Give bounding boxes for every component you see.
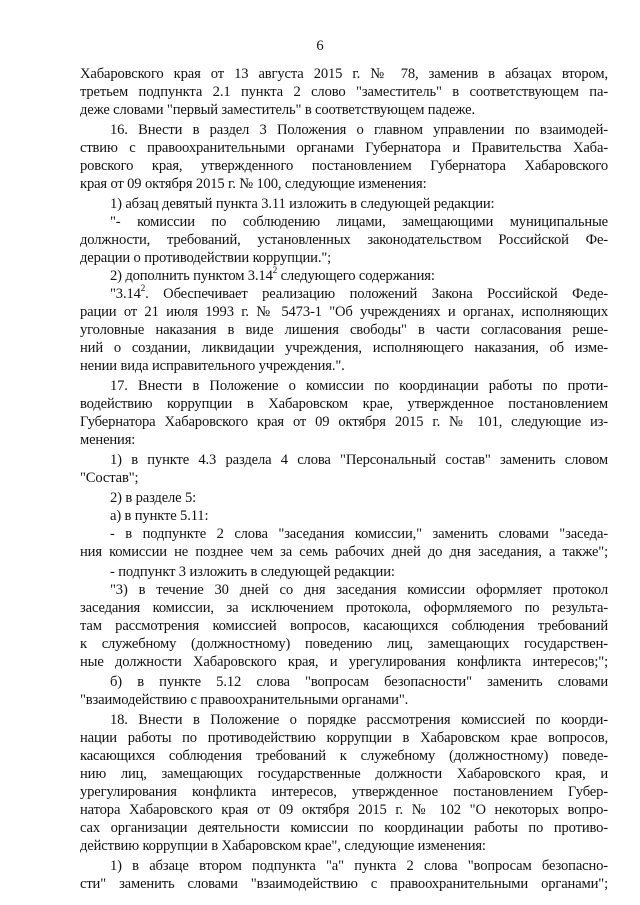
text-line: края от 09 октября 2015 г. № 100, следующие изменения: [80, 176, 427, 192]
text-line: ровского края, утвержденного постановлением Губернатора Хабаровского [80, 158, 608, 174]
text-fragment: . Обеспечивает реализацию положений Закона Российской Феде- [145, 286, 608, 302]
text-line: касающихся соблюдения требований к служебному (должностному) поведе- [80, 748, 608, 764]
text-line: "- комиссии по соблюдению лицами, замещающими муниципальные [110, 214, 608, 230]
text-fragment: следующего содержания: [277, 268, 435, 284]
text-line: "взаимодействию с правоохранительными органами". [80, 692, 409, 708]
text-line: 2) в разделе 5: [110, 490, 197, 506]
text-line: ния комиссии не позднее чем за семь рабочих дней до дня заседания, а также"; [80, 544, 608, 560]
text-line: "Состав"; [80, 470, 139, 486]
text-line: ные должности Хабаровского края, и урегулирования конфликта интересов;"; [80, 654, 608, 670]
text-line: сти" заменить словами "взаимодействию с правоохранительными органами"; [80, 876, 608, 892]
text-line: 1) абзац девятый пункта 3.11 изложить в следующей редакции: [110, 196, 495, 212]
text-line: дерации о противодействии коррупции."; [80, 250, 332, 266]
text-line: б) в пункте 5.12 слова "вопросам безопасности" заменить словами [110, 674, 608, 690]
text-line: - в подпункте 2 слова "заседания комиссии," заменить словами "заседа- [110, 526, 608, 542]
text-line: третьем подпункта 2.1 пункта 2 слово "заместитель" в соответствующем па- [80, 84, 608, 100]
text-line [110, 265, 435, 285]
text-line: нении вида исправительного учреждения.". [80, 358, 345, 374]
text-fragment: "3.14 [110, 286, 141, 302]
text-line: рации от 21 июля 1993 г. № 5473-1 "Об учреждениях и органах, исполняющих [80, 304, 608, 320]
text-line: заседания комиссии, за исключением протокола, оформляемого по результа- [80, 600, 608, 616]
text-line: должности, требований, установленных законодательством Российской Фе- [80, 232, 608, 248]
text-line: сах организации деятельности комиссии по координации работы по противо- [80, 820, 608, 836]
text-line: нации работы по противодействию коррупции в Хабаровском крае вопросов, [80, 730, 608, 746]
text-line: уголовные наказания в виде лишения свободы" в части согласования реше- [80, 322, 608, 338]
text-line: "3) в течение 30 дней со дня заседания комиссии оформляет протокол [110, 582, 608, 598]
superscript: 2 [140, 283, 146, 294]
paragraph-16-line: 16. Внести в раздел 3 Положения о главном управлении по взаимодей- [110, 122, 608, 138]
text-line: там рассмотрения комиссией вопросов, касающихся соблюдения требований [80, 618, 608, 634]
text-line: 1) в абзаце втором подпункта "а" пункта 2 слова "вопросам безопасно- [110, 858, 608, 874]
text-line: - подпункт 3 изложить в следующей редакции: [110, 564, 395, 580]
text-line: действию коррупции в Хабаровском крае", следующие изменения: [80, 838, 486, 854]
text-line: Губернатора Хабаровского края от 09 октября 2015 г. № 101, следующие из- [80, 414, 608, 430]
text-line: ствию с правоохранительными органами Губернатора и Правительства Хаба- [80, 140, 608, 156]
text-line: натора Хабаровского края от 09 октября 2015 г. № 102 "О некоторых вопро- [80, 802, 608, 818]
superscript: 2 [272, 265, 278, 276]
text-line: деже словами "первый заместитель" в соответствующем падеже. [80, 102, 475, 118]
text-line [110, 283, 608, 303]
text-line: а) в пункте 5.11: [110, 508, 209, 524]
text-fragment: 2) дополнить пунктом 3.14 [110, 268, 273, 284]
page-number: 6 [316, 38, 324, 54]
text-line: водействию коррупции в Хабаровском крае, утвержденное постановлением [80, 396, 608, 412]
paragraph-17-line: 17. Внести в Положение о комиссии по координации работы по проти- [110, 378, 608, 394]
paragraph-18-line: 18. Внести в Положение о порядке рассмотрения комиссией по коорди- [110, 712, 608, 728]
text-line: нию лиц, замещающих государственные должности Хабаровского края, и [80, 766, 608, 782]
text-line: 1) в пункте 4.3 раздела 4 слова "Персональный состав" заменить словом [110, 452, 608, 468]
text-line: ний о создании, ликвидации учреждения, исполняющего наказания, об изме- [80, 340, 608, 356]
text-line: Хабаровского края от 13 августа 2015 г. № 78, заменив в абзацах втором, [80, 66, 608, 82]
text-line: урегулирования конфликта интересов, утвержденное постановлением Губер- [80, 784, 608, 800]
text-line: менения: [80, 432, 136, 448]
text-line: к служебному (должностному) поведению лиц, замещающих государствен- [80, 636, 608, 652]
